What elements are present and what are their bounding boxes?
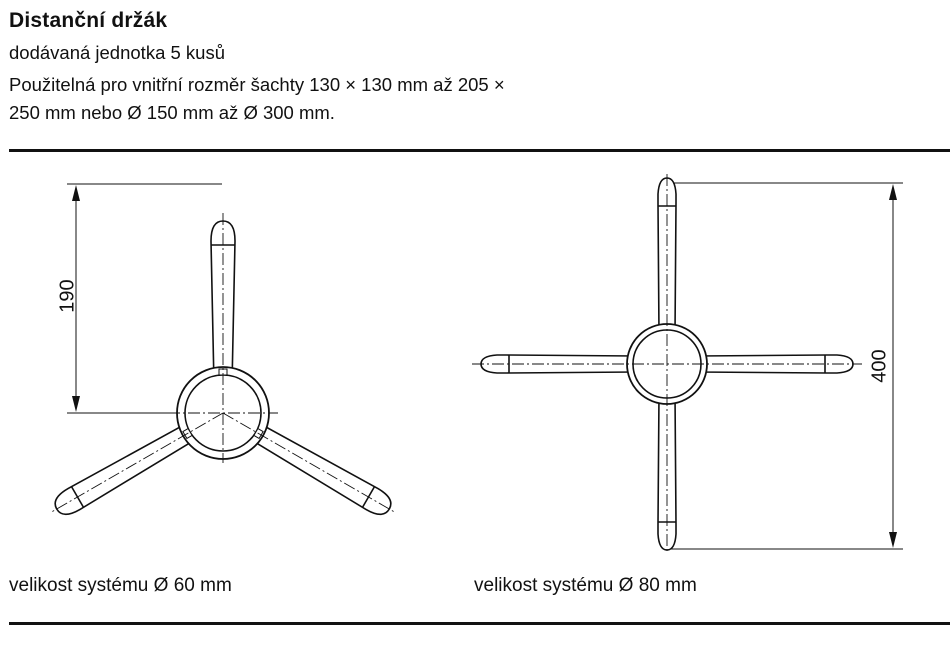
- right-dimension-label: 400: [868, 349, 891, 383]
- bottom-divider: [9, 622, 950, 625]
- left-dimension-label: 190: [56, 279, 79, 313]
- right-spacer-drawing: [472, 174, 903, 554]
- left-spacer-drawing: [50, 184, 396, 519]
- document-title: Distanční držák: [9, 9, 168, 32]
- description-line-3: 250 mm nebo Ø 150 mm až Ø 300 mm.: [9, 102, 335, 123]
- description-line-1: dodávaná jednotka 5 kusů: [9, 42, 226, 63]
- right-caption: velikost systému Ø 80 mm: [474, 575, 697, 596]
- description-line-2: Použitelná pro vnitřní rozměr šachty 130 × 130 mm až 205 ×: [9, 74, 505, 95]
- left-caption: velikost systému Ø 60 mm: [9, 575, 232, 596]
